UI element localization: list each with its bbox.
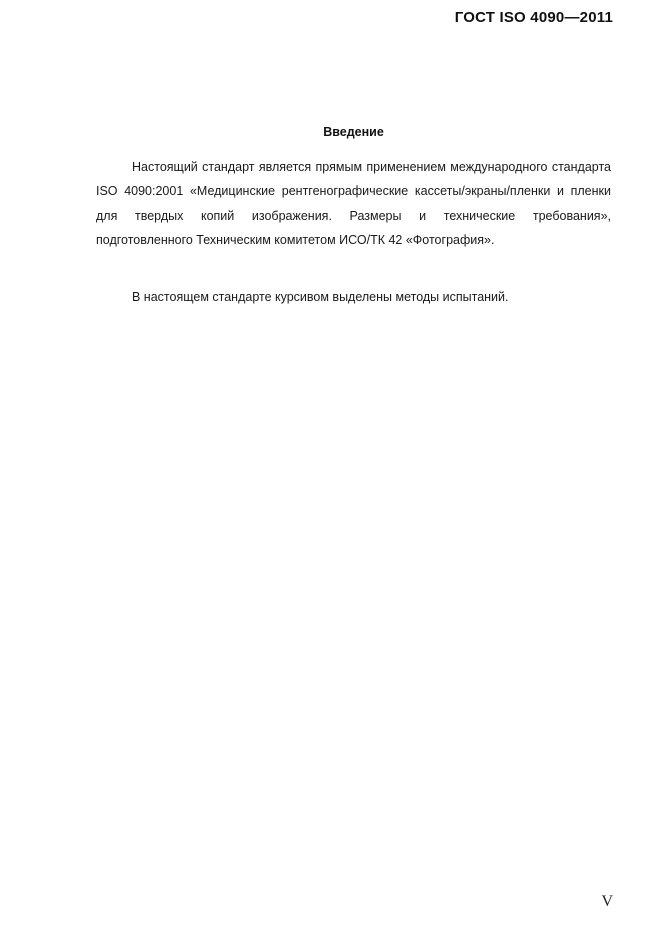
page-number: V bbox=[601, 893, 613, 910]
italic-note-paragraph: В настоящем стандарте курсивом выделены методы испытаний. bbox=[132, 290, 509, 304]
section-title: Введение bbox=[323, 125, 384, 139]
intro-paragraph: Настоящий стандарт является прямым применением международного стандарта ISO 4090:2001 «Медицинские рентгенографические кассеты/экраны/пленки и пленки для твердых копий изображения. Размеры и технические требования», подготовленного Техническим комитетом ИСО/ТК 42 «Фотография». bbox=[96, 160, 611, 248]
document-code-header: ГОСТ ISO 4090—2011 bbox=[454, 9, 613, 26]
